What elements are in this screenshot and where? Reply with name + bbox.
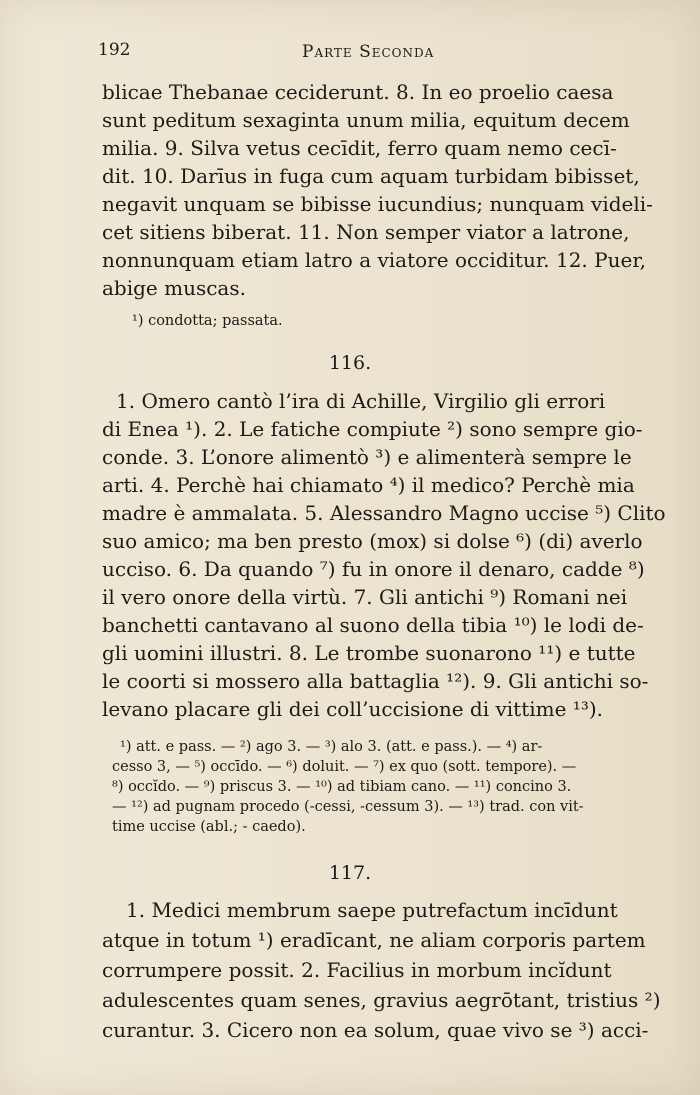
text-line: 1. Omero cantò l’ira di Achille, Virgilio gli errori <box>116 389 606 413</box>
text-line: madre è ammalata. 5. Alessandro Magno uccise ⁵) Clito <box>102 501 666 525</box>
text-line: sunt peditum sexaginta unum milia, equitum decem <box>102 108 630 132</box>
footnote-line: ⁸) occĭdo. — ⁹) priscus 3. — ¹⁰) ad tibiam cano. — ¹¹) concino 3. <box>112 779 572 795</box>
page-number: 192 <box>98 40 131 60</box>
text-line: milia. 9. Silva vetus cecīdit, ferro quam nemo cecī- <box>102 136 617 160</box>
text-line: banchetti cantavano al suono della tibia ¹⁰) le lodi de- <box>102 613 644 637</box>
section-number: 116. <box>328 352 372 374</box>
text-line: cet sitiens biberat. 11. Non semper viator a latrone, <box>102 220 630 244</box>
running-title: Parte Seconda <box>302 42 435 62</box>
text-line: curantur. 3. Cicero non ea solum, quae vivo se ³) acci- <box>102 1018 649 1042</box>
text-line: levano placare gli dei coll’uccisione di vittime ¹³). <box>102 697 604 721</box>
page-header <box>98 40 608 70</box>
text-line: arti. 4. Perchè hai chiamato ⁴) il medico? Perchè mia <box>102 473 635 497</box>
text-line: abige muscas. <box>102 276 246 300</box>
section-number: 117. <box>328 862 372 884</box>
footnote-line: — ¹²) ad pugnam procedo (-cessi, -cessum 3). — ¹³) trad. con vit- <box>112 799 584 815</box>
text-line: dit. 10. Darīus in fuga cum aquam turbidam bibisset, <box>102 164 640 188</box>
footnote-line: cesso 3, — ⁵) occīdo. — ⁶) doluit. — ⁷) ex quo (sott. tempore). — <box>112 759 577 775</box>
footnote-line: time uccise (abl.; - caedo). <box>112 819 306 835</box>
text-line: di Enea ¹). 2. Le fatiche compiute ²) sono sempre gio- <box>102 417 643 441</box>
text-line: adulescentes quam senes, gravius aegrōtant, tristius ²) <box>102 988 661 1012</box>
text-line: il vero onore della virtù. 7. Gli antichi ⁹) Romani nei <box>102 585 628 609</box>
text-line: le coorti si mossero alla battaglia ¹²). 9. Gli antichi so- <box>102 669 649 693</box>
text-line: suo amico; ma ben presto (mox) si dolse ⁶) (di) averlo <box>102 529 643 553</box>
text-line: atque in totum ¹) eradīcant, ne aliam corporis partem <box>102 928 646 952</box>
text-line: 1. Medici membrum saepe putrefactum incīdunt <box>126 898 618 922</box>
text-line: ucciso. 6. Da quando ⁷) fu in onore il denaro, cadde ⁸) <box>102 557 645 581</box>
footnote-line: ¹) att. e pass. — ²) ago 3. — ³) alo 3. (att. e pass.). — ⁴) ar- <box>120 739 543 755</box>
text-line: conde. 3. L’onore alimentò ³) e alimenterà sempre le <box>102 445 632 469</box>
text-line: gli uomini illustri. 8. Le trombe suonarono ¹¹) e tutte <box>102 641 636 665</box>
text-line: negavit unquam se bibisse iucundius; nunquam videli- <box>102 192 653 216</box>
footnote-line: ¹) condotta; passata. <box>132 313 283 329</box>
text-line: nonnunquam etiam latro a viatore occiditur. 12. Puer, <box>102 248 647 272</box>
text-line: corrumpere possit. 2. Facilius in morbum incĭdunt <box>102 958 612 982</box>
text-line: blicae Thebanae ceciderunt. 8. In eo proelio caesa <box>102 80 614 104</box>
